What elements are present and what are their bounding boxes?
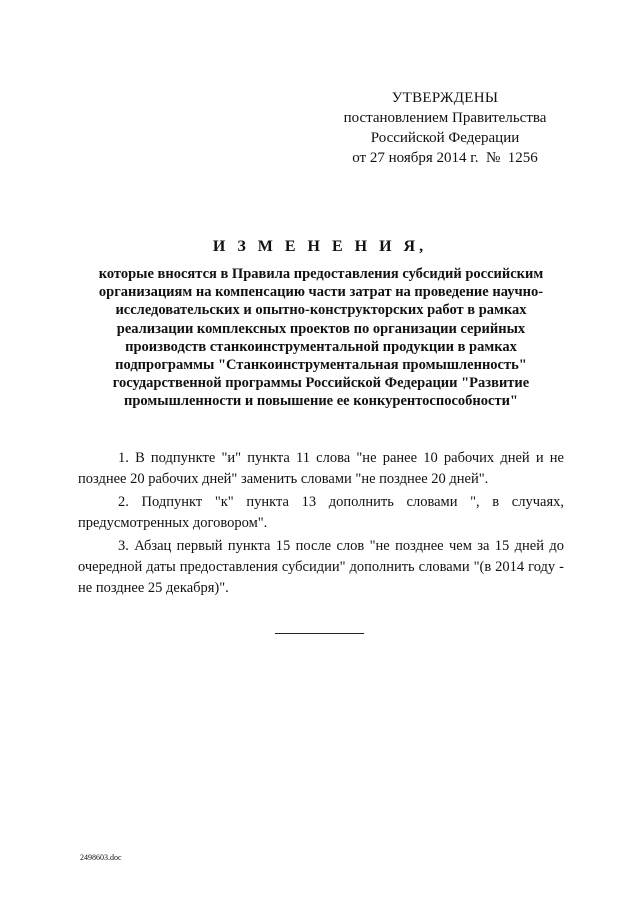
approval-line-date: от 27 ноября 2014 г. № 1256 [352,150,538,166]
document-title: И З М Е Н Е Н И Я, [212,238,428,255]
separator-line [275,633,364,634]
list-item: 2. Подпункт "к" пункта 13 дополнить словами ", в случаях, предусмотренных договором". [78,494,564,531]
footer-filename: 2498603.doc [80,853,122,862]
approval-line-government: Российской Федерации [370,130,520,146]
list-item: 1. В подпункте "и" пункта 11 слова "не ранее 10 рабочих дней и не позднее 20 рабочих дней" заменить словами "не позднее 20 дней". [78,450,564,487]
document-subtitle: которые вносятся в Правила предоставления субсидий российским организациям на компенсацию части затрат на проведение научно-исследовательских и опытно-конструкторских работ в рамках реализации комплексных проектов по организации серийных производств станкоинструментальной продукции в рамках подпрограммы "Станкоинструментальная промышленность" государственной программы Российской Федерации "Развитие промышленности и повышение ее конкурентоспособности" [98,266,544,410]
approval-block [340,88,550,168]
list-item: 3. Абзац первый пункта 15 после слов "не позднее чем за 15 дней до очередной даты предоставления субсидии" дополнить словами "(в 2014 году - не позднее 25 декабря)". [78,538,564,596]
document-body [78,448,564,601]
approval-heading: УТВЕРЖДЕНЫ [391,90,499,106]
approval-line-resolution: постановлением Правительства [343,110,547,126]
